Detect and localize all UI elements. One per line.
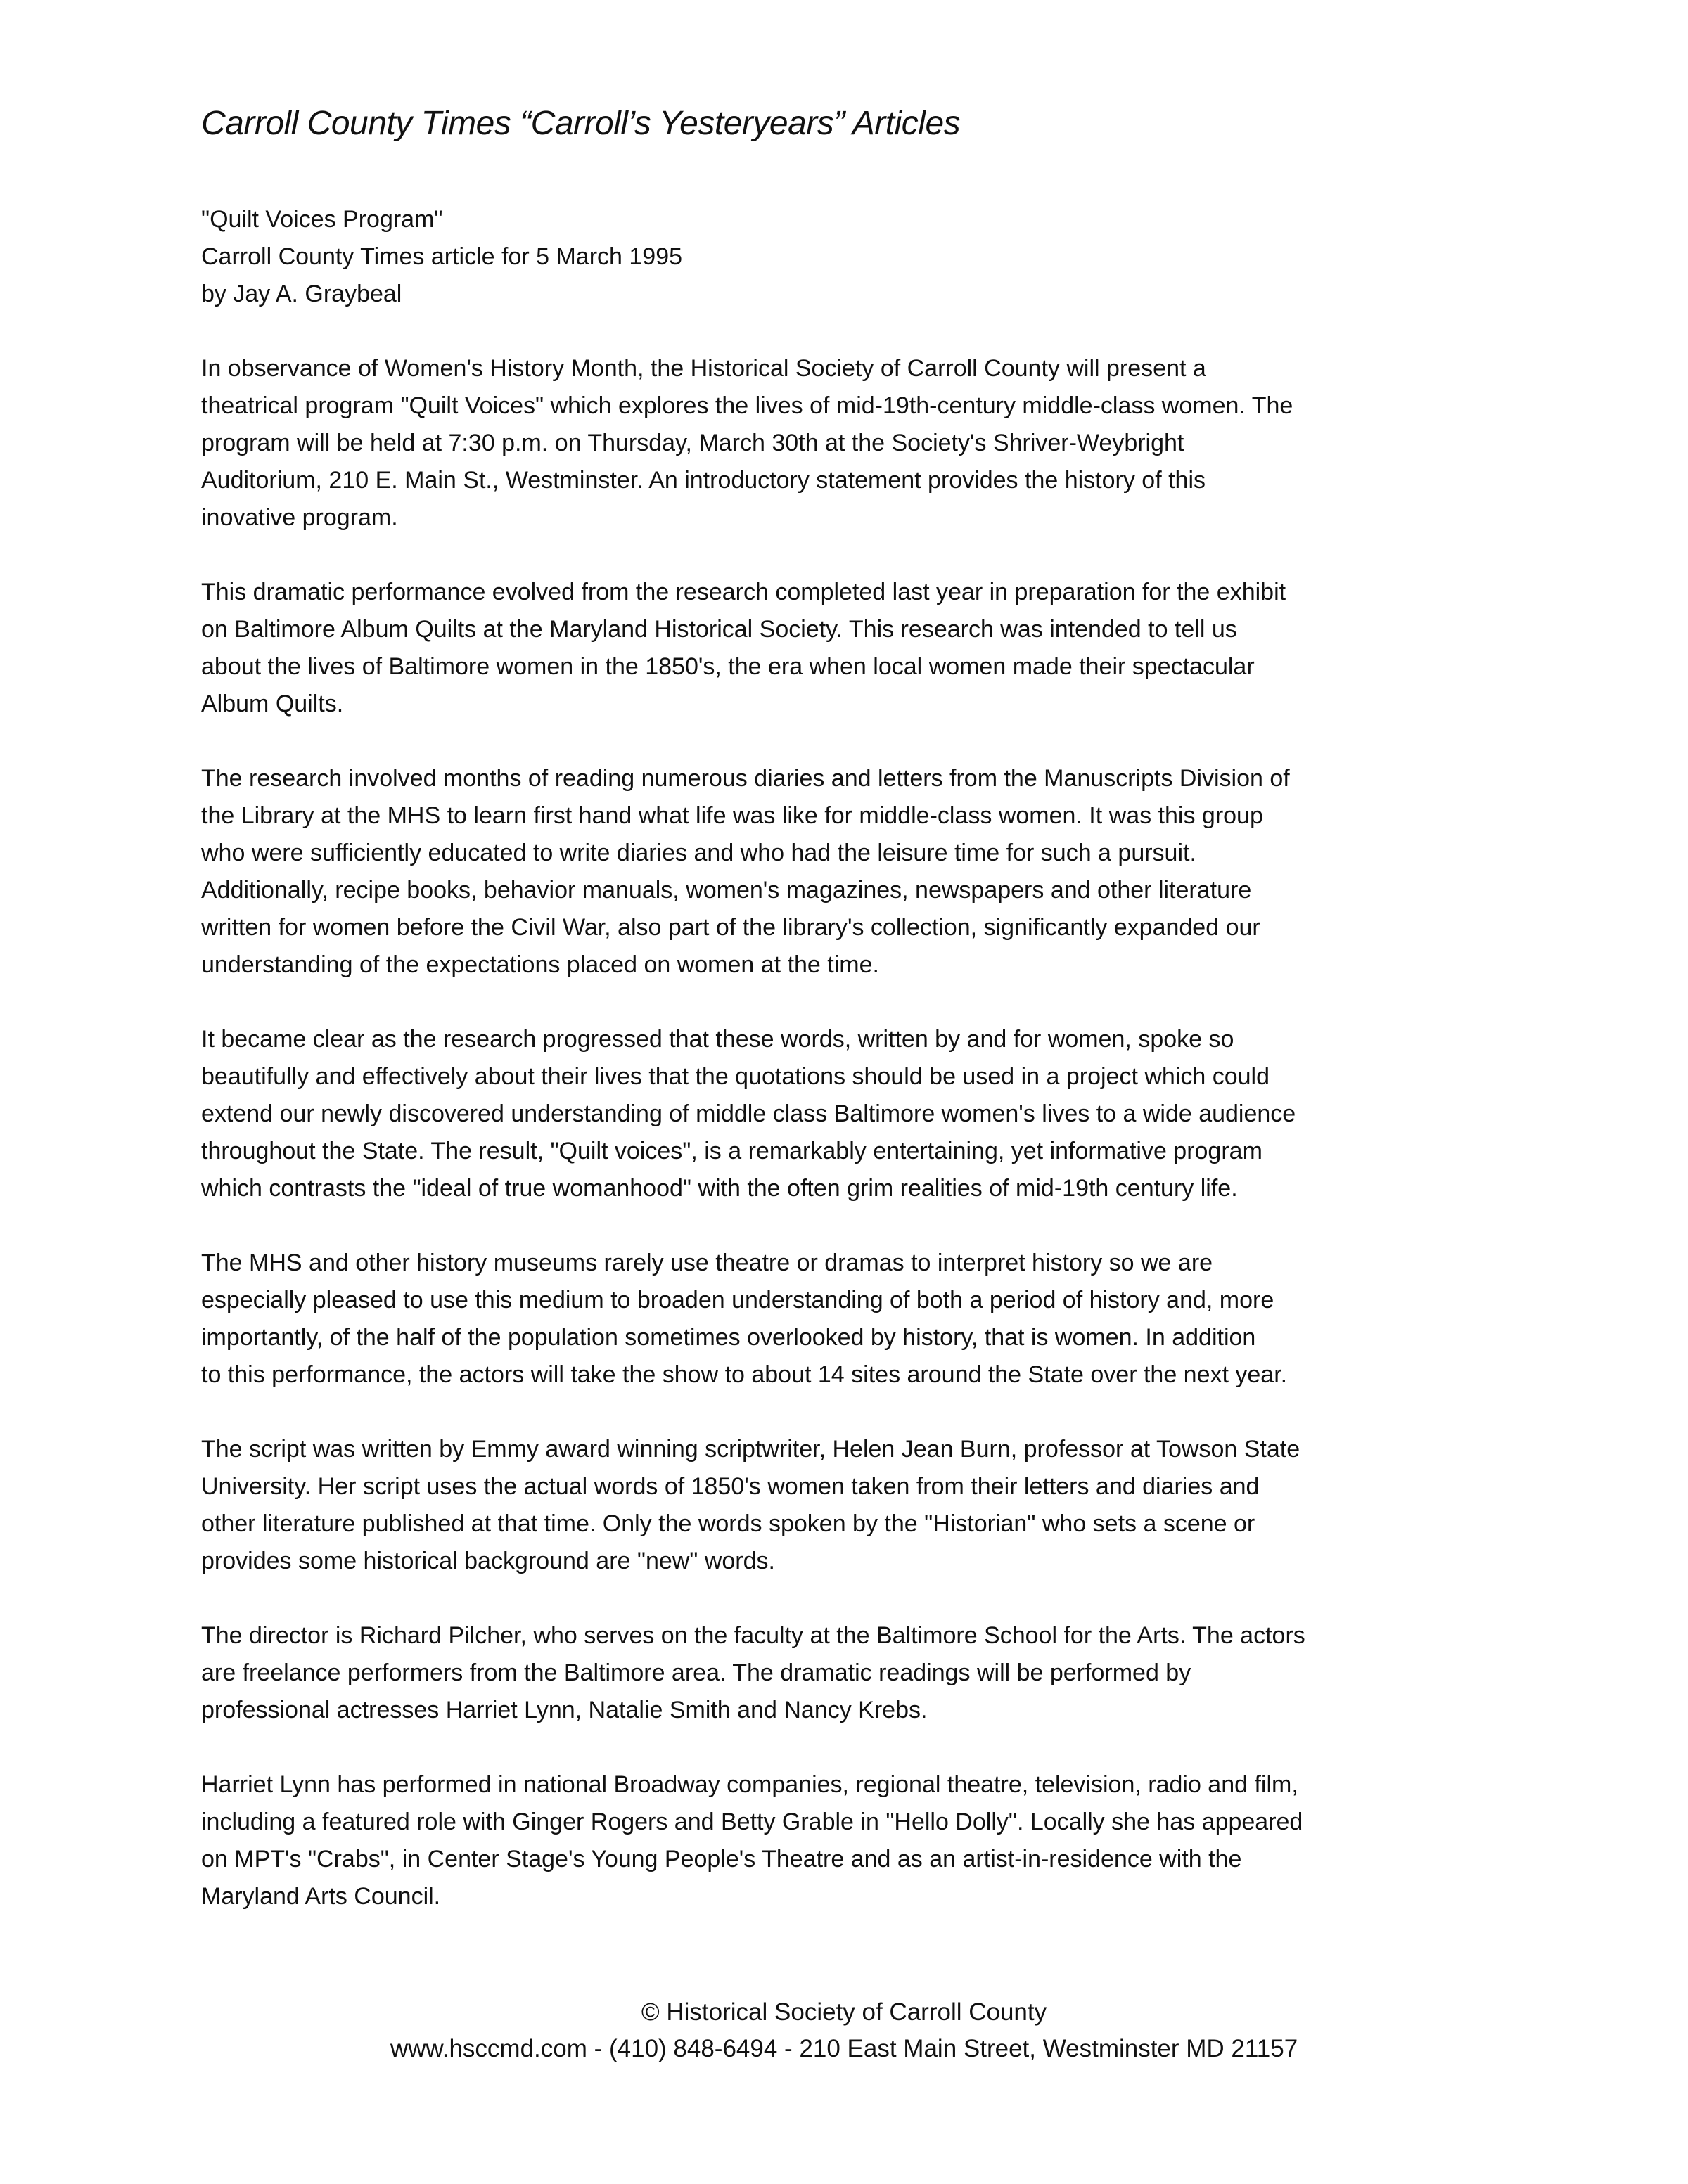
paragraph-line: understanding of the expectations placed on women at the time. — [201, 951, 879, 978]
paragraph-line: who were sufficiently educated to write diaries and who had the leisure time for such a pursuit. — [201, 840, 1196, 866]
paragraph-line: including a featured role with Ginger Rogers and Betty Grable in "Hello Dolly". Locally she has appeared — [201, 1809, 1303, 1835]
paragraph-line: professional actresses Harriet Lynn, Natalie Smith and Nancy Krebs. — [201, 1697, 928, 1723]
article-paragraph — [201, 1245, 1305, 1394]
article-paragraph — [201, 760, 1305, 984]
article-headline: "Quilt Voices Program" — [201, 206, 443, 233]
paragraph-line: The MHS and other history museums rarely use theatre or dramas to interpret history so we are — [201, 1250, 1213, 1276]
article-header — [201, 201, 1305, 313]
paragraph-line: beautifully and effectively about their lives that the quotations should be used in a project which could — [201, 1063, 1270, 1090]
paragraph-line: Harriet Lynn has performed in national Broadway companies, regional theatre, television, radio and film, — [201, 1771, 1298, 1798]
paragraph-line: theatrical program "Quilt Voices" which explores the lives of mid-19th-century middle-class women. The — [201, 392, 1293, 419]
article-paragraph — [201, 574, 1305, 723]
footer-contact: www.hsccmd.com - (410) 848-6494 - 210 East Main Street, Westminster MD 21157 — [390, 2035, 1298, 2062]
paragraph-line: on MPT's "Crabs", in Center Stage's Young People's Theatre and as an artist-in-residence with the — [201, 1846, 1242, 1873]
paragraph-line: importantly, of the half of the population sometimes overlooked by history, that is women. In addition — [201, 1324, 1256, 1351]
paragraph-line: which contrasts the "ideal of true womanhood" with the often grim realities of mid-19th century life. — [201, 1175, 1238, 1202]
paragraph-line: Maryland Arts Council. — [201, 1883, 441, 1910]
page-footer — [0, 1994, 1688, 2067]
paragraph-line: Auditorium, 210 E. Main St., Westminster. An introductory statement provides the history of this — [201, 467, 1206, 494]
paragraph-line: written for women before the Civil War, also part of the library's collection, significantly expanded our — [201, 914, 1260, 941]
paragraph-line: to this performance, the actors will take the show to about 14 sites around the State over the next year. — [201, 1361, 1288, 1388]
article-byline: by Jay A. Graybeal — [201, 281, 402, 307]
article-paragraph — [201, 1431, 1305, 1580]
paragraph-line: about the lives of Baltimore women in the 1850's, the era when local women made their spectacular — [201, 653, 1255, 680]
footer-copyright: © Historical Society of Carroll County — [641, 1998, 1047, 2026]
paragraph-line: This dramatic performance evolved from the research completed last year in preparation for the exhibit — [201, 579, 1286, 605]
paragraph-line: The script was written by Emmy award winning scriptwriter, Helen Jean Burn, professor at Towson State — [201, 1436, 1300, 1463]
paragraph-line: the Library at the MHS to learn first hand what life was like for middle-class women. It was this group — [201, 802, 1263, 829]
paragraph-line: Additionally, recipe books, behavior manuals, women's magazines, newspapers and other literature — [201, 877, 1252, 904]
paragraph-line: extend our newly discovered understanding of middle class Baltimore women's lives to a wide audience — [201, 1100, 1296, 1127]
article-paragraph — [201, 1617, 1305, 1729]
paragraph-line: Album Quilts. — [201, 690, 344, 717]
paragraph-line: The research involved months of reading numerous diaries and letters from the Manuscripts Division of — [201, 765, 1290, 792]
article-source: Carroll County Times article for 5 March 1995 — [201, 243, 683, 270]
paragraph-line: The director is Richard Pilcher, who serves on the faculty at the Baltimore School for the Arts. The actors — [201, 1622, 1305, 1649]
paragraph-line: program will be held at 7:30 p.m. on Thursday, March 30th at the Society's Shriver-Weybright — [201, 430, 1184, 456]
article-body — [201, 201, 1305, 1953]
page-title: Carroll County Times “Carroll’s Yesteryears” Articles — [201, 105, 961, 142]
paragraph-line: inovative program. — [201, 504, 398, 531]
article-paragraph — [201, 350, 1305, 537]
paragraph-line: throughout the State. The result, "Quilt voices", is a remarkably entertaining, yet informative program — [201, 1138, 1262, 1164]
paragraph-line: other literature published at that time. Only the words spoken by the "Historian" who sets a scene or — [201, 1510, 1255, 1537]
paragraph-line: University. Her script uses the actual words of 1850's women taken from their letters and diaries and — [201, 1473, 1260, 1500]
paragraph-line: are freelance performers from the Baltimore area. The dramatic readings will be performed by — [201, 1659, 1191, 1686]
paragraph-line: In observance of Women's History Month, the Historical Society of Carroll County will present a — [201, 355, 1206, 382]
paragraph-line: on Baltimore Album Quilts at the Maryland Historical Society. This research was intended to tell us — [201, 616, 1237, 643]
article-paragraph — [201, 1766, 1305, 1915]
paragraph-line: provides some historical background are "new" words. — [201, 1548, 775, 1574]
article-paragraph — [201, 1021, 1305, 1207]
paragraph-line: especially pleased to use this medium to broaden understanding of both a period of history and, more — [201, 1287, 1274, 1313]
paragraph-line: It became clear as the research progressed that these words, written by and for women, spoke so — [201, 1026, 1234, 1053]
